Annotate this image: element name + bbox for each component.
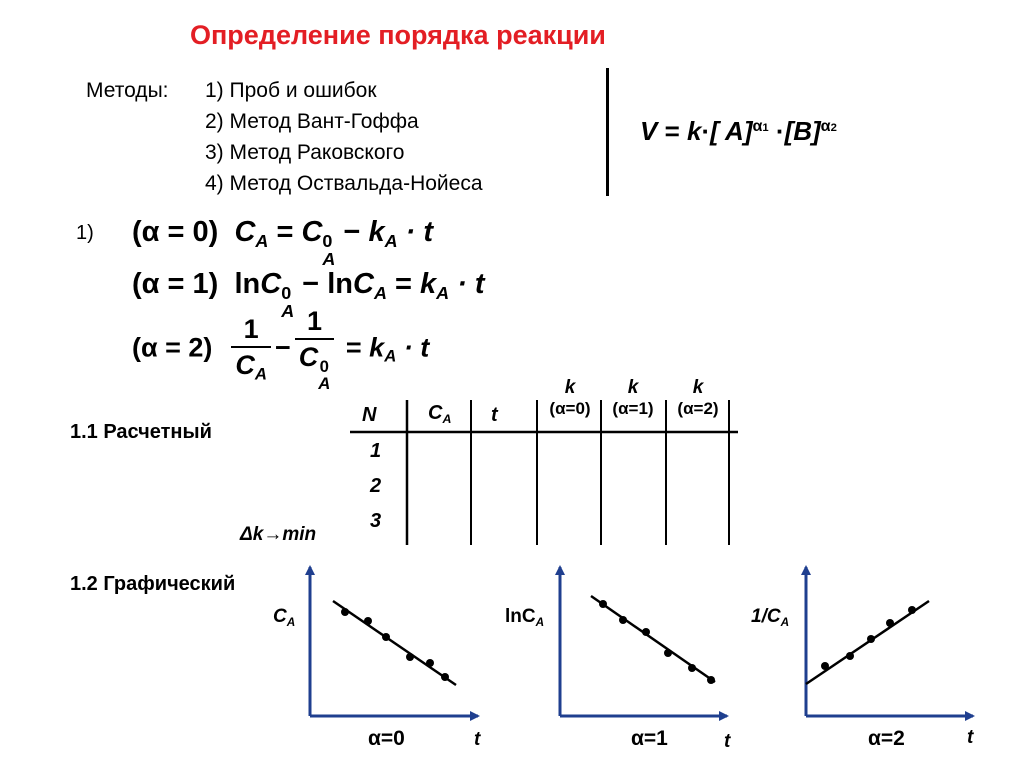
time-term: · t — [403, 332, 430, 363]
chart-caption: α=0 — [368, 727, 405, 750]
superscript: 0 — [281, 283, 292, 304]
conc-symbol: C — [353, 268, 374, 300]
subscript: A — [322, 249, 336, 270]
table-row-number: 2 — [370, 475, 382, 497]
ylabel-text: 1/C — [751, 606, 781, 627]
subscript: A — [384, 230, 398, 251]
alpha2: α — [820, 117, 831, 136]
graph-section-label: 1.2 Графический — [70, 573, 236, 595]
conc-symbol: C — [234, 216, 256, 248]
subscript: A — [255, 230, 269, 251]
subscript: A — [442, 411, 452, 426]
alpha-label: (α=2) — [677, 399, 719, 418]
subscript: A — [286, 615, 296, 629]
subscript: A — [318, 373, 331, 393]
data-point — [886, 619, 894, 627]
minus-sign: − — [343, 216, 361, 248]
chart-ylabel — [505, 606, 544, 629]
subscript: A — [535, 615, 545, 629]
data-point — [619, 616, 627, 624]
alpha2-sub: 2 — [830, 122, 837, 135]
table-row-number: 3 — [370, 510, 382, 532]
data-point — [406, 653, 414, 661]
data-point — [642, 628, 650, 636]
conc-b: [B] — [784, 116, 821, 146]
k-label: k — [692, 377, 704, 398]
chart-alpha-0 — [310, 567, 478, 716]
condition: (α = 1) — [132, 268, 219, 300]
chart-ylabel — [273, 606, 295, 629]
methods-label: Методы: — [86, 79, 169, 102]
condition: (α = 2) — [132, 332, 213, 363]
alpha-label: (α=0) — [549, 399, 591, 418]
alpha-label: (α=1) — [612, 399, 654, 418]
dot-operator: · — [701, 116, 711, 146]
superscript: 0 — [319, 356, 329, 376]
data-point — [867, 635, 875, 643]
col-header-n: N — [362, 404, 377, 426]
conc-symbol: C — [235, 349, 255, 380]
equals-sign: = — [664, 116, 680, 146]
rate-constant: k — [687, 116, 702, 146]
conc-symbol: C — [428, 402, 443, 424]
equals-sign: = — [395, 268, 412, 300]
data-point — [707, 676, 715, 684]
table-row-number: 1 — [370, 440, 382, 462]
ylabel-text: C — [273, 606, 287, 627]
fit-line — [591, 596, 715, 682]
subscript: A — [281, 301, 295, 322]
data-point — [426, 659, 434, 667]
conc-symbol: C — [298, 342, 319, 372]
alpha1-sub: 1 — [762, 122, 769, 135]
minus-sign: − — [274, 332, 291, 363]
dot-operator: · — [775, 116, 785, 146]
chart-caption: α=1 — [631, 727, 668, 750]
data-point — [664, 649, 672, 657]
method-item: 4) Метод Оствальда-Нойеса — [205, 172, 483, 195]
conc-symbol: C — [260, 268, 282, 300]
data-point — [441, 673, 449, 681]
data-point — [341, 608, 349, 616]
data-point — [599, 600, 607, 608]
delta-k-min: Δk→min — [240, 524, 317, 545]
chart-xlabel: t — [967, 727, 974, 748]
rate-constant: k — [369, 332, 385, 363]
conc-a: [ A] — [710, 116, 753, 146]
data-point — [364, 617, 372, 625]
subscript: A — [780, 615, 790, 629]
chart-xlabel: t — [724, 731, 731, 752]
section-marker: 1) — [76, 222, 94, 244]
data-point — [821, 662, 829, 670]
data-point — [908, 606, 916, 614]
ln-operator: ln — [327, 268, 354, 300]
chart-caption: α=2 — [868, 727, 905, 750]
chart-alpha-1 — [560, 567, 727, 716]
rate-constant: k — [420, 268, 437, 300]
k-label: k — [627, 377, 639, 398]
condition: (α = 0) — [132, 216, 219, 248]
calc-section-label: 1.1 Расчетный — [70, 421, 212, 443]
subscript: A — [436, 282, 450, 303]
col-header-t: t — [491, 404, 498, 426]
ylabel-text: lnC — [505, 606, 536, 627]
method-item: 3) Метод Раковского — [205, 141, 405, 164]
page-title: Определение порядка реакции — [190, 20, 606, 50]
method-item: 1) Проб и ошибок — [205, 79, 377, 102]
ln-operator: ln — [234, 268, 261, 300]
fit-line — [333, 601, 456, 685]
conc-symbol: C — [301, 216, 323, 248]
subscript: A — [384, 346, 397, 366]
time-term: · t — [405, 216, 434, 248]
subscript: A — [373, 282, 387, 303]
chart-ylabel — [751, 606, 789, 629]
alpha1: α — [752, 117, 763, 136]
superscript: 0 — [322, 231, 333, 252]
numerator: 1 — [295, 306, 335, 340]
time-term: · t — [457, 268, 485, 300]
numerator: 1 — [231, 314, 271, 348]
k-label: k — [564, 377, 576, 398]
minus-sign: − — [302, 268, 320, 300]
equals-sign: = — [345, 332, 362, 363]
subscript: A — [254, 364, 267, 384]
chart-alpha-2 — [806, 567, 973, 716]
method-item: 2) Метод Вант-Гоффа — [205, 110, 419, 133]
chart-xlabel: t — [474, 729, 481, 750]
rate-symbol: V — [640, 116, 658, 146]
data-point — [382, 633, 390, 641]
equation-zero-order: (α = 0) $C_A = C$ 0 A − $k_A \cdot t$ — [132, 216, 434, 270]
rate-constant: k — [368, 216, 385, 248]
data-point — [688, 664, 696, 672]
data-point — [846, 652, 854, 660]
